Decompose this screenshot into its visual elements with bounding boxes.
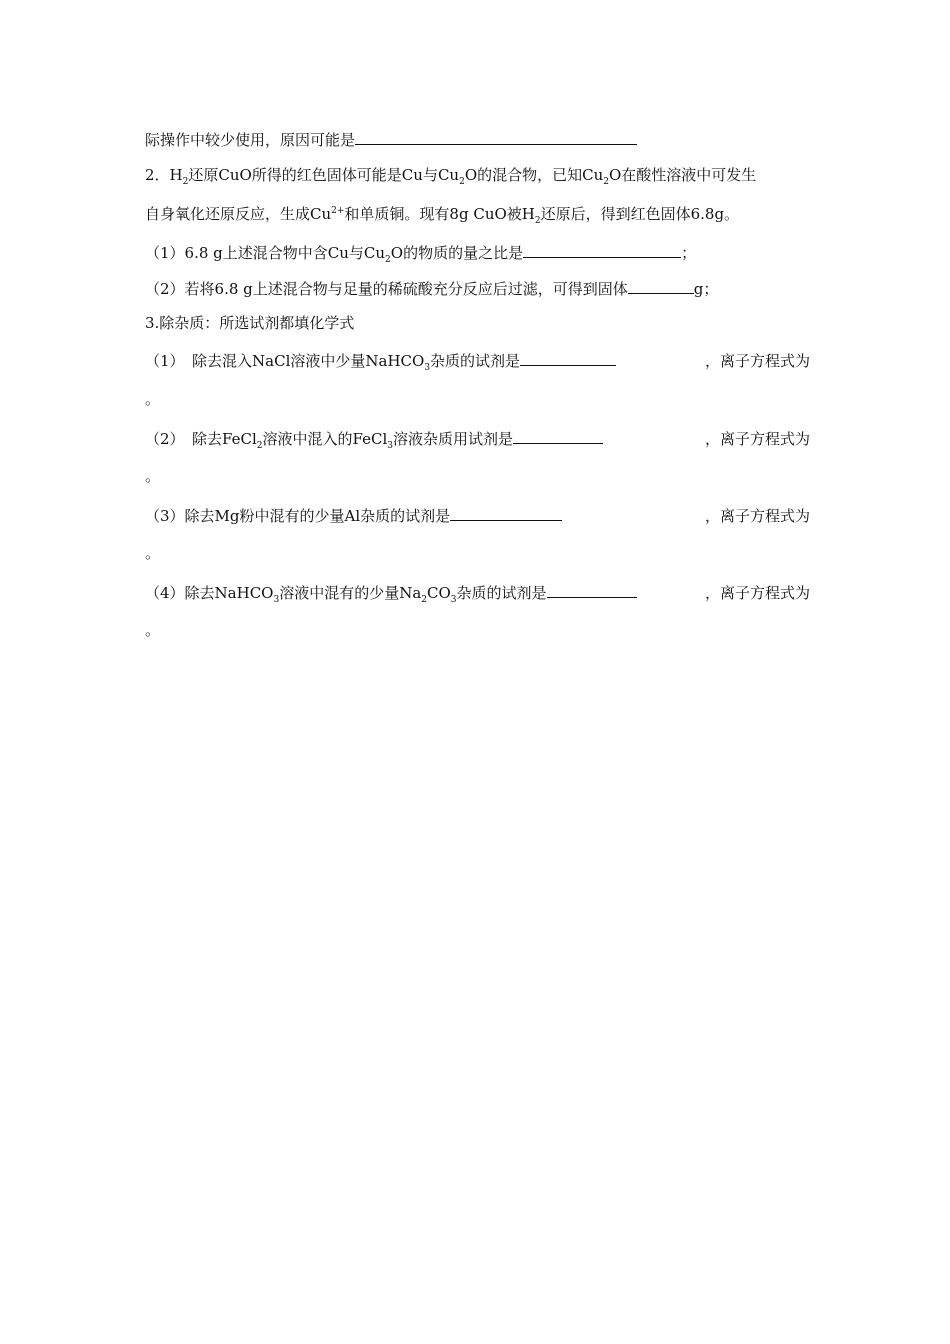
answer-blank-mass[interactable] xyxy=(628,277,694,294)
answer-blank-q1-reagent[interactable] xyxy=(520,349,616,366)
answer-blank-q3-reagent[interactable] xyxy=(450,504,562,521)
q2-text-a: （2） 除去FeCl xyxy=(145,430,257,448)
question-3-text: 3.除杂质：所选试剂都填化学式 xyxy=(145,314,355,332)
q4-text-e: ，离子方程式为 xyxy=(704,584,810,602)
question-2-text-a xyxy=(145,165,756,185)
part-2-end: g； xyxy=(693,280,719,298)
part-1-text-b: O的物质的量之比是 xyxy=(390,244,524,262)
q2-text-d: ，离子方程式为 xyxy=(704,430,810,448)
question-2-text-e: 自身氧化还原反应，生成Cu xyxy=(145,205,332,223)
q2-text-b: 溶液中混入的FeCl xyxy=(262,430,388,448)
question-3-part-3 xyxy=(145,504,810,526)
q1-left xyxy=(145,349,616,371)
q1-text-b: 杂质的试剂是 xyxy=(430,352,521,370)
superscript: 2+ xyxy=(331,206,345,216)
question-2-text-g: 还原后，得到红色固体6.8g。 xyxy=(540,205,740,223)
q1-end: 。 xyxy=(145,390,161,408)
answer-blank-q2-reagent[interactable] xyxy=(513,427,603,444)
subscript: 3 xyxy=(273,595,280,605)
q3-left xyxy=(145,504,562,526)
answer-blank-reason[interactable] xyxy=(355,128,637,145)
q2-text-c: 溶液杂质用试剂是 xyxy=(393,430,514,448)
q2-end: 。 xyxy=(145,467,161,485)
q4-text-a: （4）除去NaHCO xyxy=(145,584,274,602)
q4-left xyxy=(145,581,637,603)
question-3-part-4 xyxy=(145,581,810,603)
q3-end-line xyxy=(145,543,810,563)
q4-end-line xyxy=(145,620,810,640)
q1-text-c: ，离子方程式为 xyxy=(704,352,810,370)
subscript: 2 xyxy=(459,177,465,187)
question-number-2: 2． xyxy=(145,166,170,184)
question-3-title xyxy=(145,313,810,333)
q4-text-c: CO xyxy=(427,584,451,602)
question-2-part-2 xyxy=(145,277,810,299)
answer-blank-q4-reagent[interactable] xyxy=(547,581,637,598)
q3-text-a: （3）除去Mg粉中混有的少量Al杂质的试剂是 xyxy=(145,507,451,525)
question-2-line-2 xyxy=(145,204,810,224)
subscript: 2 xyxy=(421,595,428,605)
question-2-text-b: 还原CuO所得的红色固体可能是Cu与Cu xyxy=(188,166,460,184)
answer-blank-ratio[interactable] xyxy=(523,241,681,258)
question-2-text-f: 和单质铜。现有8g CuO被H xyxy=(344,205,535,223)
q1-end-line xyxy=(145,389,810,409)
q3-end: 。 xyxy=(145,544,161,562)
subscript: 3 xyxy=(387,441,394,451)
subscript: 3 xyxy=(424,363,431,373)
subscript: 2 xyxy=(256,441,263,451)
subscript: 2 xyxy=(385,255,391,265)
question-2-text-d: O在酸性溶液中可发生 xyxy=(609,166,757,184)
question-2-line-1 xyxy=(145,165,810,185)
q4-text-b: 溶液中混有的少量Na xyxy=(279,584,422,602)
subscript: 2 xyxy=(603,177,609,187)
q2-left xyxy=(145,427,603,449)
part-2-text: （2）若将6.8 g上述混合物与足量的稀硫酸充分反应后过滤，可得到固体 xyxy=(145,280,628,298)
question-3-part-1 xyxy=(145,349,810,371)
text-line-1 xyxy=(145,128,810,150)
line-1-text: 际操作中较少使用，原因可能是 xyxy=(145,131,356,149)
question-3-part-2 xyxy=(145,427,810,449)
subscript: 3 xyxy=(450,595,457,605)
q4-end: 。 xyxy=(145,621,161,639)
q3-text-b: ，离子方程式为 xyxy=(704,507,810,525)
question-2-text-c: O的混合物，已知Cu xyxy=(464,166,604,184)
q1-text-a: （1） 除去混入NaCl溶液中少量NaHCO xyxy=(145,352,425,370)
q4-text-d: 杂质的试剂是 xyxy=(456,584,547,602)
question-2-part-1 xyxy=(145,241,810,263)
formula-h: H xyxy=(169,166,183,184)
q2-end-line xyxy=(145,466,810,486)
part-1-end: ； xyxy=(681,244,697,262)
part-1-text-a: （1）6.8 g上述混合物中含Cu与Cu xyxy=(145,244,386,262)
subscript: 2 xyxy=(182,177,189,187)
subscript: 2 xyxy=(534,216,541,226)
